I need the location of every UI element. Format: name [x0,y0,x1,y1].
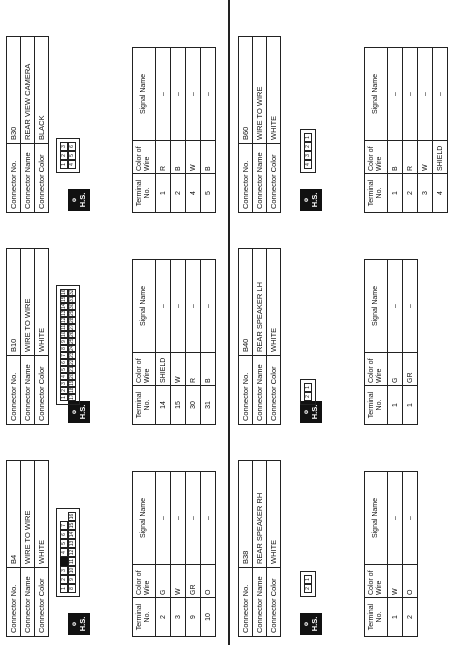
connector-no-row [7,37,21,213]
terminal-no-cell: 2 [156,598,171,637]
connector-name-value: WIRE TO WIRE [253,37,267,144]
pin-9: 9 [68,575,76,584]
wire-color-cell: G [388,353,403,386]
signal-name-header: Signal Name [365,48,388,141]
pin-6: 6 [60,530,68,539]
terminal-no-cell: 3 [171,598,186,637]
connector-panel-b38 [238,449,454,637]
connector-no-row [7,461,21,637]
signal-name-cell: – [388,472,403,565]
table-row [156,472,171,637]
pin-30: 30 [69,303,75,309]
connector-name-label: Connector Name [21,356,35,425]
pin-20: 20 [69,373,75,379]
signal-header-row [133,260,156,425]
connector-name-value: WIRE TO WIRE [21,461,35,568]
wire-color-cell: G [156,565,171,598]
terminal-no-cell: 14 [156,386,171,425]
connector-panel-b30 [6,25,222,213]
pin-14: 14 [69,531,75,538]
connector-color-label: Connector Color [267,568,281,637]
connector-info-table [6,36,49,213]
terminal-no-cell: 10 [201,598,216,637]
pin-7: 7 [60,352,68,359]
table-row [433,48,448,213]
connector-no-value: B40 [239,249,253,356]
table-row [403,472,418,637]
signal-name-cell: – [433,48,448,141]
terminal-no-cell: 2 [171,174,186,213]
hs-label: H.S. [78,404,87,420]
pin-1: 1 [304,133,312,142]
table-row [156,260,171,425]
pin-10: 10 [69,567,75,574]
signal-header-row [133,472,156,637]
pin-2: 2 [304,584,312,593]
connector-info-table [238,460,281,637]
connector-name-label: Connector Name [21,568,35,637]
table-row [201,472,216,637]
signal-name-cell: – [186,260,201,353]
terminal-no-cell: 1 [156,174,171,213]
signal-table [132,47,216,213]
table-row [171,48,186,213]
table-row [171,260,186,425]
connector-info-table [6,248,49,425]
hs-label: H.S. [310,192,319,208]
pin-2: 2 [304,142,312,151]
terminal-no-cell: 4 [186,174,201,213]
signal-header-row [365,48,388,213]
terminal-no-header: Terminal No. [365,386,388,425]
color-of-wire-header: Color of Wire [365,565,388,598]
signal-name-cell: – [388,260,403,353]
pin-3: 3 [304,151,312,160]
connector-name-value: REAR SPEAKER LH [253,249,267,356]
connector-name-label: Connector Name [21,144,35,213]
pin-18: 18 [69,387,75,393]
connector-color-row [35,249,49,425]
signal-table [132,471,216,637]
terminal-no-header: Terminal No. [133,174,156,213]
table-row [186,48,201,213]
pin-8: 8 [60,345,68,352]
connector-face-diagram [56,138,80,173]
hs-icon [300,613,322,635]
terminal-no-header: Terminal No. [365,174,388,213]
pin-3: 3 [60,142,68,151]
connector-no-label: Connector No. [239,356,253,425]
pin-10: 10 [61,331,67,337]
signal-name-cell: – [156,260,171,353]
terminal-no-cell: 15 [171,386,186,425]
table-row [388,472,403,637]
connector-info-table [6,460,49,637]
pin-13: 13 [69,540,75,547]
hs-symbol-icon: ⚙ [72,197,78,203]
connector-color-row [267,249,281,425]
table-row [171,472,186,637]
signal-name-cell: – [403,472,418,565]
connector-no-label: Connector No. [7,356,21,425]
connector-no-label: Connector No. [239,144,253,213]
connector-panel-b60 [238,25,454,213]
signal-table [364,259,418,425]
terminal-no-cell: 5 [201,174,216,213]
connector-color-label: Connector Color [35,356,49,425]
connector-name-row [253,37,267,213]
terminal-no-cell: 1 [388,174,403,213]
color-of-wire-header: Color of Wire [133,141,156,174]
pin-4: 4 [60,373,68,380]
wire-color-cell: O [403,565,418,598]
connector-name-value: REAR SPEAKER RH [253,461,267,568]
connector-name-row [21,461,35,637]
terminal-no-cell: 2 [403,174,418,213]
wire-color-cell: B [171,141,186,174]
signal-name-cell: – [403,48,418,141]
table-row [388,48,403,213]
table-row [403,260,418,425]
hs-icon [68,613,90,635]
signal-header-row [133,48,156,213]
pin-32: 32 [69,289,75,295]
wire-color-cell: R [186,353,201,386]
connector-no-row [239,461,253,637]
connector-no-value: B60 [239,37,253,144]
pin-22: 22 [69,359,75,365]
terminal-no-cell: 2 [403,598,418,637]
connector-face-diagram [56,285,80,405]
hs-symbol-icon: ⚙ [304,197,310,203]
signal-name-cell: – [186,48,201,141]
wire-color-cell: B [201,353,216,386]
signal-name-cell: – [418,48,433,141]
table-row [201,260,216,425]
pin-28: 28 [69,317,75,323]
pin-5: 5 [60,366,68,373]
pin-1: 1 [304,575,312,584]
pin-1: 1 [60,584,68,593]
pin-2: 2 [60,387,68,394]
wire-color-cell: R [403,141,418,174]
connector-panel-b10 [6,237,222,425]
pin-15: 15 [61,296,67,302]
connector-name-row [21,249,35,425]
pin-14: 14 [61,303,67,309]
signal-table [364,47,448,213]
signal-header-row [365,260,388,425]
connector-color-label: Connector Color [267,144,281,213]
pin-7: 7 [60,521,68,530]
signal-name-cell: – [171,48,186,141]
pin-27: 27 [69,324,75,330]
wire-color-cell: SHIELD [156,353,171,386]
terminal-no-cell: 3 [418,174,433,213]
terminal-no-header: Terminal No. [133,598,156,637]
wire-color-cell: GR [403,353,418,386]
pin-2: 2 [60,575,68,584]
wire-color-cell: B [201,141,216,174]
terminal-no-cell: 1 [388,598,403,637]
pin-4: 4 [60,548,68,557]
connector-face-diagram [300,379,316,405]
signal-table-wrap [364,47,448,213]
hs-symbol-icon: ⚙ [72,621,78,627]
hs-label: H.S. [310,404,319,420]
connector-name-value: WIRE TO WIRE [21,249,35,356]
pin-15: 15 [69,522,75,529]
connector-color-label: Connector Color [35,144,49,213]
pin-2: 2 [304,392,312,401]
terminal-no-cell: 9 [186,598,201,637]
connector-no-label: Connector No. [7,144,21,213]
table-row [418,48,433,213]
terminal-no-header: Terminal No. [365,598,388,637]
pin-25: 25 [69,338,75,344]
signal-name-header: Signal Name [133,48,156,141]
signal-name-header: Signal Name [365,472,388,565]
pin-1: 1 [60,160,68,169]
pin-17: 17 [69,394,75,400]
connector-name-label: Connector Name [253,568,267,637]
connector-name-label: Connector Name [253,356,267,425]
pin-11: 11 [61,324,67,330]
pin-29: 29 [69,310,75,316]
connector-color-value: WHITE [35,461,49,568]
connector-no-value: B30 [7,37,21,144]
pin-23: 23 [69,352,75,358]
connector-color-row [267,461,281,637]
hs-symbol-icon: ⚙ [304,621,310,627]
signal-name-cell: – [156,48,171,141]
wire-color-cell: SHIELD [433,141,448,174]
pin-blank [60,557,68,566]
connector-no-label: Connector No. [239,568,253,637]
connector-color-value: WHITE [35,249,49,356]
connector-face-diagram [300,129,316,173]
hs-label: H.S. [78,616,87,632]
signal-header-row [365,472,388,637]
signal-table-wrap [132,259,216,425]
connector-name-label: Connector Name [253,144,267,213]
pin-4: 4 [304,160,312,169]
connector-name-row [21,37,35,213]
pin-24: 24 [69,345,75,351]
connector-no-row [7,249,21,425]
color-of-wire-header: Color of Wire [133,565,156,598]
connector-name-row [253,461,267,637]
pin-16: 16 [69,513,75,520]
connector-color-value: WHITE [267,37,281,144]
pin-26: 26 [69,331,75,337]
connector-name-row [253,249,267,425]
pin-1: 1 [60,394,68,401]
connector-color-row [267,37,281,213]
pin-5: 5 [68,151,76,160]
hs-icon [68,189,90,211]
connector-color-value: WHITE [267,461,281,568]
hs-label: H.S. [310,616,319,632]
wire-color-cell: W [418,141,433,174]
pin-1: 1 [304,383,312,392]
pin-16: 16 [61,289,67,295]
signal-name-header: Signal Name [133,472,156,565]
pin-6: 6 [60,359,68,366]
hs-label: H.S. [78,192,87,208]
hs-icon [300,189,322,211]
connector-no-value: B4 [7,461,21,568]
signal-name-cell: – [201,48,216,141]
signal-table [132,259,216,425]
connector-no-label: Connector No. [7,568,21,637]
pin-5: 5 [60,539,68,548]
connector-no-value: B38 [239,461,253,568]
pin-8: 8 [68,584,76,593]
pin-13: 13 [61,310,67,316]
signal-name-cell: – [201,260,216,353]
signal-table-wrap [364,471,418,637]
pin-19: 19 [69,380,75,386]
connector-color-label: Connector Color [267,356,281,425]
signal-table-wrap [364,259,418,425]
pin-4: 4 [68,160,76,169]
table-row [388,260,403,425]
connector-no-row [239,249,253,425]
pin-3: 3 [60,566,68,575]
signal-name-header: Signal Name [133,260,156,353]
connector-color-row [35,461,49,637]
color-of-wire-header: Color of Wire [365,141,388,174]
connector-color-value: BLACK [35,37,49,144]
connector-panel-b40 [238,237,454,425]
connector-face-diagram [56,508,80,597]
hs-symbol-icon: ⚙ [304,409,310,415]
pin-2: 2 [60,151,68,160]
signal-name-cell: – [201,472,216,565]
terminal-no-cell: 30 [186,386,201,425]
pin-3: 3 [60,380,68,387]
signal-name-cell: – [171,472,186,565]
signal-name-cell: – [186,472,201,565]
connector-info-table [238,248,281,425]
signal-table-wrap [132,471,216,637]
terminal-no-header: Terminal No. [133,386,156,425]
wire-color-cell: W [171,353,186,386]
pin-12: 12 [61,317,67,323]
signal-table-wrap [132,47,216,213]
signal-name-cell: – [156,472,171,565]
wire-color-cell: R [156,141,171,174]
table-row [186,472,201,637]
connector-no-value: B10 [7,249,21,356]
pin-6: 6 [68,142,76,151]
connector-panel-b4 [6,449,222,637]
signal-name-cell: – [403,260,418,353]
signal-table [364,471,418,637]
wire-color-cell: B [388,141,403,174]
table-row [156,48,171,213]
connector-face-diagram [300,571,316,597]
signal-name-cell: – [388,48,403,141]
table-row [403,48,418,213]
terminal-no-cell: 4 [433,174,448,213]
hs-symbol-icon: ⚙ [72,409,78,415]
table-row [186,260,201,425]
connector-no-row [239,37,253,213]
connector-name-value: REAR VIEW CAMERA [21,37,35,144]
signal-name-cell: – [171,260,186,353]
table-row [201,48,216,213]
pin-31: 31 [69,296,75,302]
color-of-wire-header: Color of Wire [365,353,388,386]
pin-21: 21 [69,366,75,372]
wire-color-cell: GR [186,565,201,598]
color-of-wire-header: Color of Wire [133,353,156,386]
wire-color-cell: W [171,565,186,598]
wire-color-cell: W [186,141,201,174]
wire-color-cell: O [201,565,216,598]
wire-color-cell: W [388,565,403,598]
terminal-no-cell: 1 [388,386,403,425]
connector-info-table [238,36,281,213]
section-divider [228,0,230,645]
signal-name-header: Signal Name [365,260,388,353]
pin-9: 9 [60,338,68,345]
connector-color-row [35,37,49,213]
pin-12: 12 [69,549,75,556]
pin-11: 11 [69,558,75,565]
connector-color-label: Connector Color [35,568,49,637]
terminal-no-cell: 31 [201,386,216,425]
connector-color-value: WHITE [267,249,281,356]
terminal-no-cell: 1 [403,386,418,425]
